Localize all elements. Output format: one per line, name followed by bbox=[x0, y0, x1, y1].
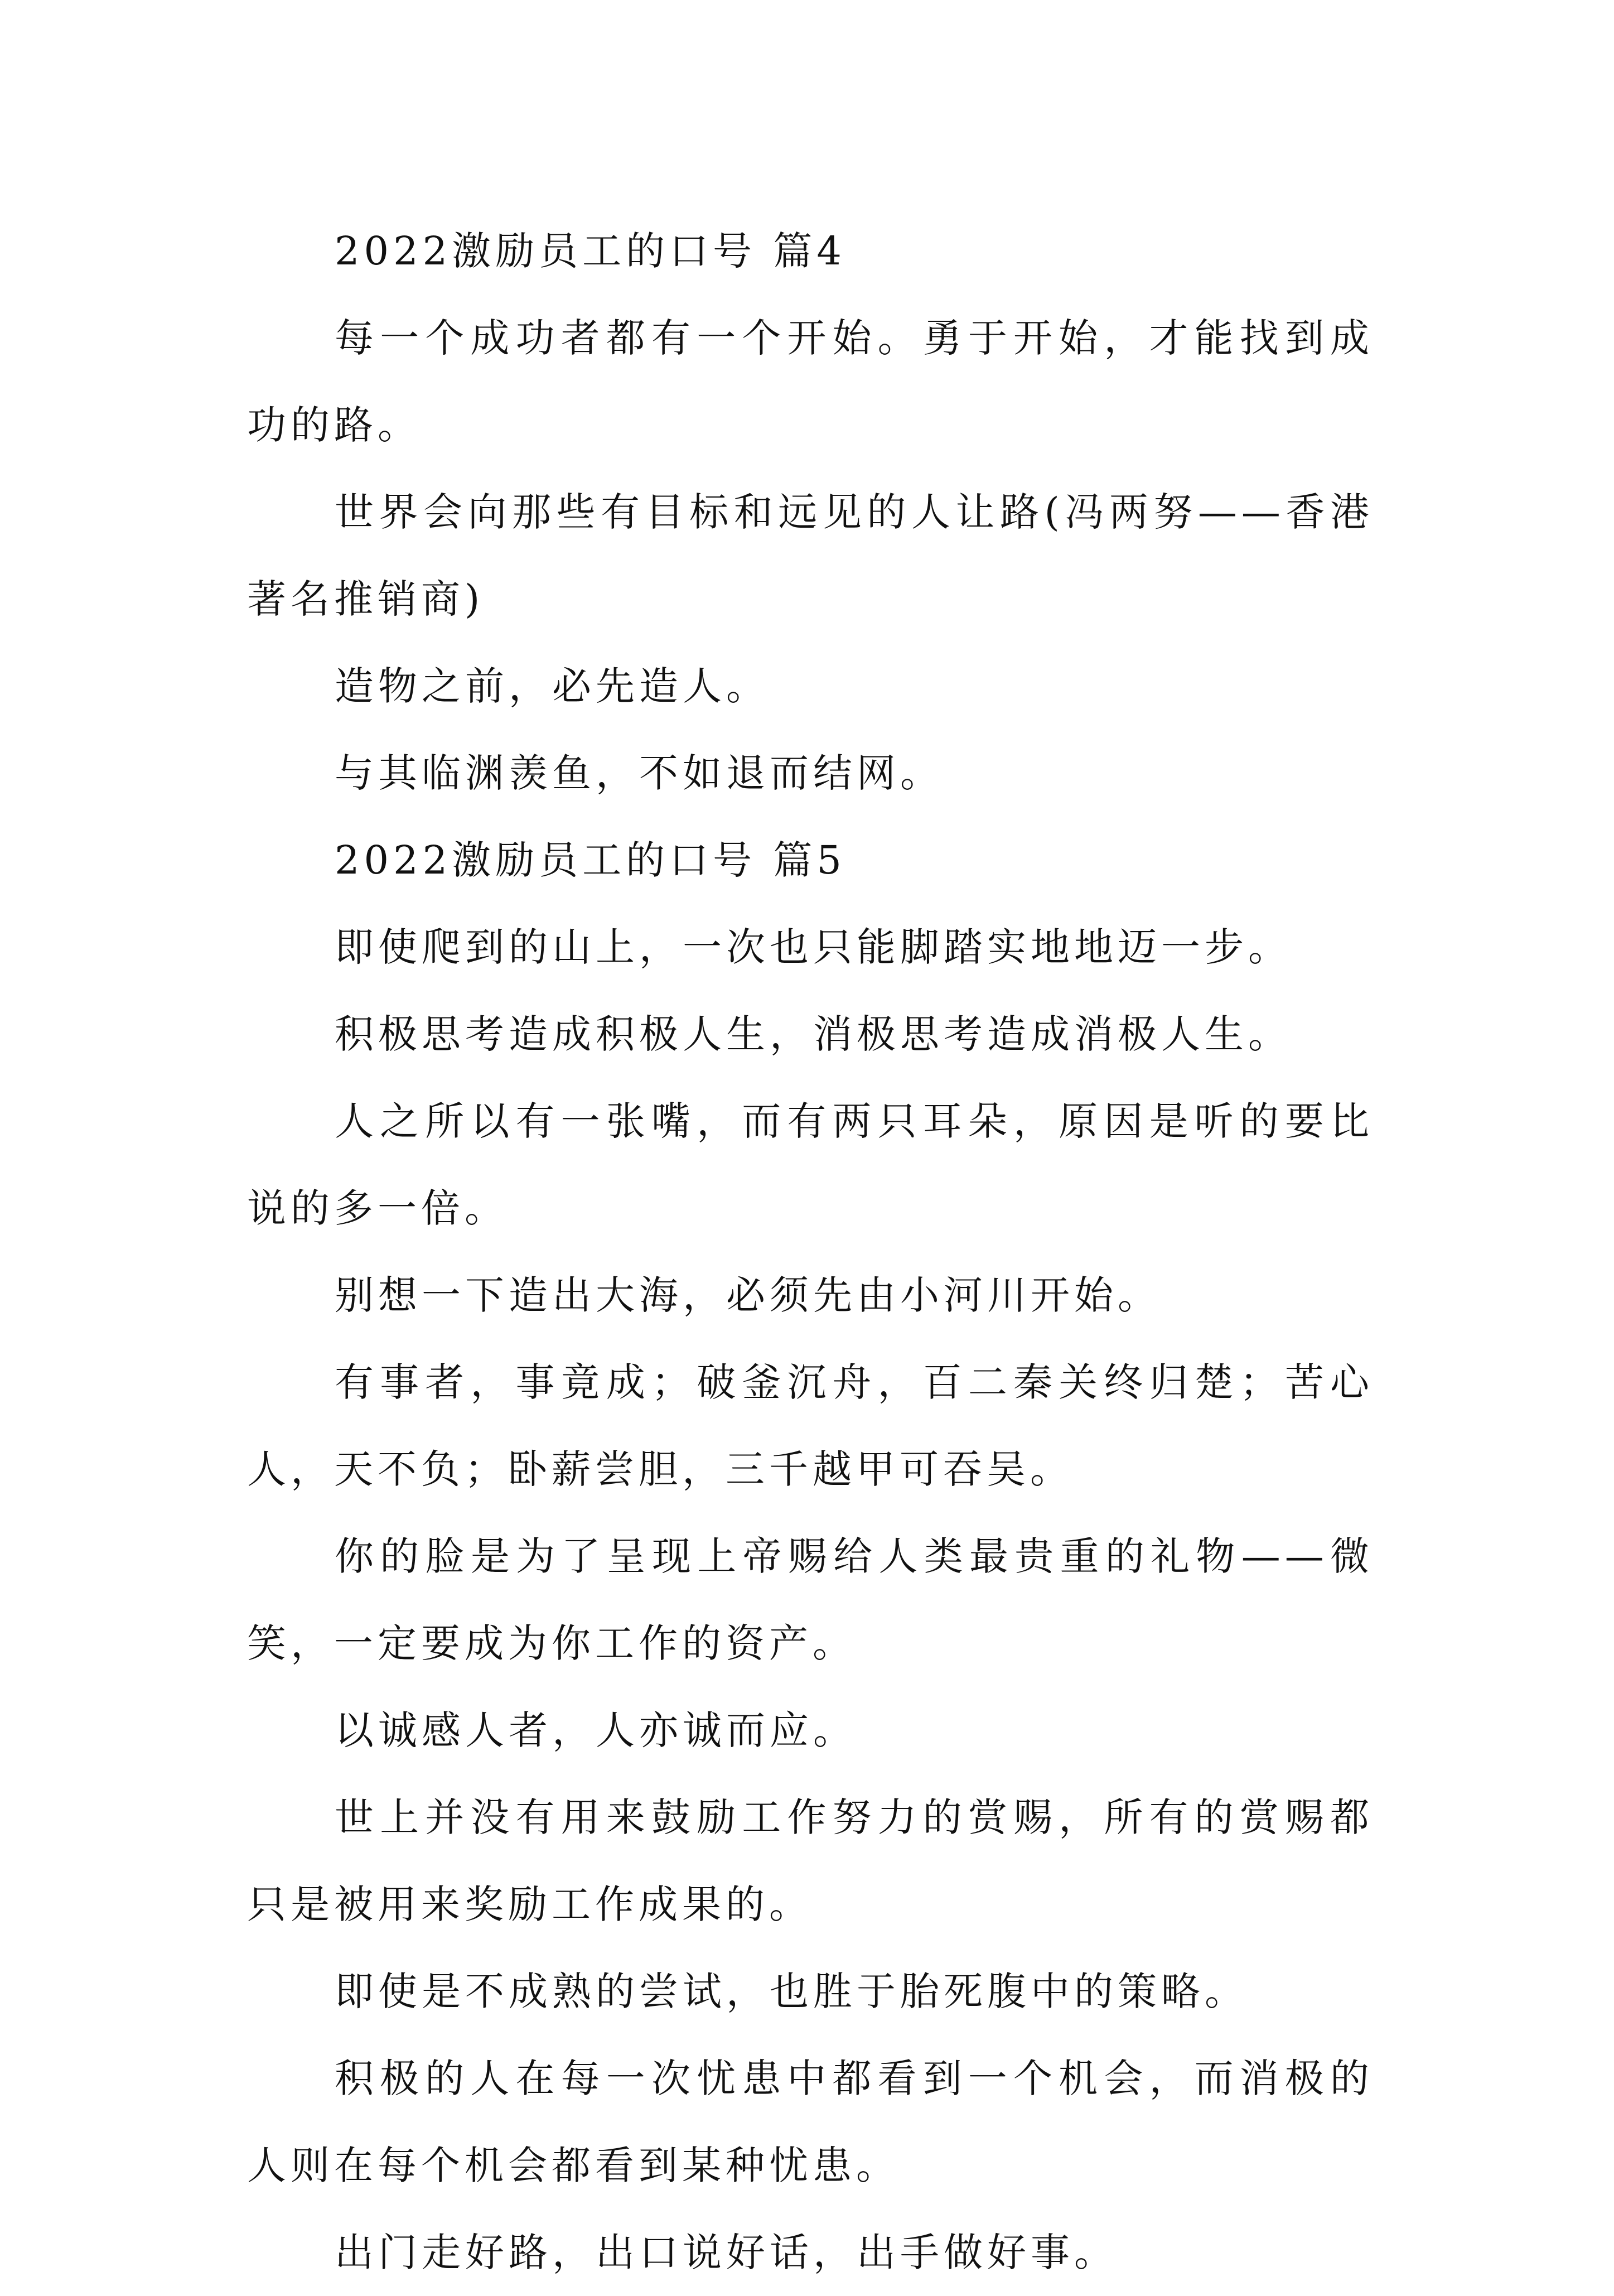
paragraph: 即使爬到的山上，一次也只能脚踏实地地迈一步。 bbox=[335, 924, 1292, 970]
paragraph: 别想一下造出大海，必须先由小河川开始。 bbox=[335, 1272, 1161, 1318]
paragraph: 世界会向那些有目标和远见的人让路(冯两努——香港著名推销商) bbox=[247, 489, 1374, 622]
paragraph: 积极思考造成积极人生，消极思考造成消极人生。 bbox=[335, 1011, 1292, 1057]
section-heading: 2022激励员工的口号 篇5 bbox=[335, 837, 846, 883]
paragraph: 出门走好路，出口说好话，出手做好事。 bbox=[335, 2230, 1118, 2275]
paragraph: 每一个成功者都有一个开始。勇于开始，才能找到成功的路。 bbox=[247, 315, 1374, 448]
document-body bbox=[247, 208, 1374, 2296]
paragraph: 以诚感人者，人亦诚而应。 bbox=[335, 1707, 857, 1753]
paragraph: 世上并没有用来鼓励工作努力的赏赐，所有的赏赐都只是被用来奖励工作成果的。 bbox=[247, 1795, 1374, 1927]
paragraph: 有事者，事竟成；破釜沉舟，百二秦关终归楚；苦心人，天不负；卧薪尝胆，三千越甲可吞吴。 bbox=[247, 1359, 1374, 1492]
paragraph: 即使是不成熟的尝试，也胜于胎死腹中的策略。 bbox=[335, 1969, 1248, 2014]
paragraph: 积极的人在每一次忧患中都看到一个机会，而消极的人则在每个机会都看到某种忧患。 bbox=[247, 2056, 1374, 2188]
paragraph: 你的脸是为了呈现上帝赐给人类最贵重的礼物——微笑，一定要成为你工作的资产。 bbox=[247, 1533, 1374, 1666]
section-heading: 2022激励员工的口号 篇4 bbox=[335, 228, 846, 274]
paragraph: 人之所以有一张嘴，而有两只耳朵，原因是听的要比说的多一倍。 bbox=[247, 1098, 1374, 1231]
paragraph: 造物之前，必先造人。 bbox=[335, 663, 770, 709]
paragraph: 与其临渊羡鱼，不如退而结网。 bbox=[335, 750, 944, 796]
